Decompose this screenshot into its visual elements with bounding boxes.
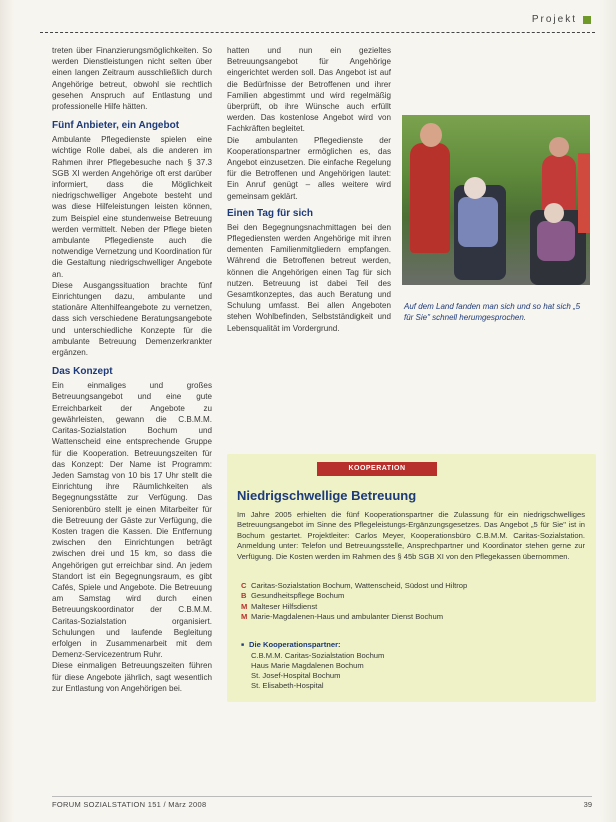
paragraph: hatten und nun ein gezieltes Betreuungsangebot für Angehörige eingerichtet werden soll. Das Angebot ist auf die Bedürfnisse der Betroffenen und ihrer Familien abgestimmt und wird regelmäßig überprüft, ob ihre Wünsche auch erfüllt werden. Das kostenlose Angebot wird von Fachkräften begleitet.	[227, 46, 391, 134]
partner-item: St. Elisabeth-Hospital	[251, 680, 324, 690]
box-banner: KOOPERATION	[317, 462, 437, 476]
photo-figure	[464, 177, 486, 199]
paragraph: Die ambulanten Pflegedienste der Kooperationspartner ermöglichen es, das Angebot einzusetzen. Die einfache Regelung für die Betroffenen und Angehörigen lautet: Ein Anruf genügt – alles weitere wird gemeinsam geklärt.	[227, 135, 391, 201]
photo-figure	[549, 137, 569, 157]
page-header	[40, 10, 595, 33]
partners-heading: ■ Die Kooperationspartner:	[241, 639, 581, 651]
section-heading: Fünf Anbieter, ein Angebot	[52, 120, 180, 132]
photo-figure	[544, 203, 564, 223]
list-letter: M	[241, 601, 248, 611]
section-heading: Einen Tag für sich	[227, 207, 313, 219]
text-column-2	[227, 45, 391, 334]
info-box	[227, 454, 596, 702]
group-photo	[402, 115, 590, 285]
paragraph: Bei den Begegnungsnachmittagen bei den Pflegediensten werden Angehörige mit ihren dementen Familienmitgliedern empfangen. Während die Betroffenen betreut werden, können die Angehörigen einen Tag für sich nutzen. Betreuung ist dabei Teil des Gesamtkonzeptes, das auch Beratung und Schulung umfasst. Bei allen Angeboten stehen Wohlbefinden, Selbstständigkeit und Lebensqualität im Vordergrund.	[227, 222, 391, 333]
photo-figure	[537, 221, 575, 261]
partner-item: Haus Marie Magdalenen Bochum	[251, 660, 364, 670]
paragraph: Ambulante Pflegedienste spielen eine wichtige Rolle dabei, als die anderen im Rahmen ihrer Pflegebesuche nach § 37.3 SGB XI werden Angehörige oft erst darüber informiert, dass die Möglichkeit niedrigschwelliger Angebote besteht und was diese Hilfeleistungen leisten können, zum Beispiel eine stundenweise Betreuung werden vermittelt. Neben der Pflege bieten ambulante Pflegedienste auch die notwendige Vernetzung und Koordination für die Gestaltung niedrigschwelliger Angebote an.	[52, 135, 212, 279]
text-column-1	[52, 45, 212, 694]
photo-figure	[578, 153, 590, 233]
photo-figure	[458, 197, 498, 247]
photo-caption: Auf dem Land fanden man sich und so hat sich „5 für Sie" schnell herumgesprochen.	[404, 302, 581, 322]
cbmm-list	[241, 581, 581, 623]
list-item	[241, 591, 581, 601]
section-tag-square-icon	[583, 16, 591, 24]
page-footer	[52, 796, 592, 809]
list-text: Malteser Hilfsdienst	[251, 601, 318, 611]
list-text: Marie-Magdalenen-Haus und ambulanter Dienst Bochum	[251, 612, 444, 622]
partner-item: C.B.M.M. Caritas-Sozialstation Bochum	[251, 650, 385, 660]
list-text: Caritas-Sozialstation Bochum, Wattenscheid, Südost und Hiltrop	[251, 581, 468, 590]
photo-figure	[420, 123, 442, 147]
section-heading: Das Konzept	[52, 366, 113, 378]
paragraph: Ein einmaliges und großes Betreuungsangebot und eine gute Erreichbarkeit der Angebote zu gewährleisten, gewann die C.B.M.M. Caritas-Sozialstation Bochum und Wattenscheid eine entsprechende Gruppe für die Kooperation. Betreuungszeiten für das Konzept: Der Name ist Programm: Jeden Samstag von 10 bis 17 Uhr stellt die Einrichtung ihre Räumlichkeiten als Begegnungsstätte zur Verfügung. Das Seniorenbüro stellt je einen Mitarbeiter für die Betreuung der Gäste zur Verfügung, die Kosten tragen die Kassen. Die Entfernung zwischen den Einrichtungen beträgt zwischen drei und 15 km, so dass die Angehörigen gut erreichbar sind. An jedem Standort ist ein Begegnungsraum, es gibt Cafés, Spiele und Angebote. Die Betreuung am Samstag wird durch einen Betreuungskoordinator der C.B.M.M. Caritas-Sozialstation organisiert. Schulungen und laufende Begleitung erfolgen in Zusammenarbeit mit dem Demenz-Servicezentrum Ruhr.	[52, 381, 212, 660]
paragraph: Diese Ausgangssituation brachte fünf Einrichtungen dazu, ambulante und stationäre Altenhilfeangebote zu vernetzen, dass sich verschiedene Beratungsangebote und unterschiedliche Konzepte für die ambulante Betreuung Demenzerkrankter ergänzen.	[52, 280, 212, 358]
list-item	[241, 612, 581, 622]
section-tag: Projekt	[531, 14, 577, 25]
list-item	[241, 581, 581, 591]
photo-figure	[410, 143, 450, 253]
paragraph: treten über Finanzierungsmöglichkeiten. So werden Dienstleistungen nicht selten über einen langen Zeitraum ausschließlich durch Angehörige betreut, obwohl sie rechtlich gesehen Anspruch auf Entlastung und professionelle Hilfe hätten.	[52, 46, 212, 112]
page-number: 39	[583, 800, 592, 809]
box-title: Niedrigschwellige Betreuung	[237, 488, 417, 503]
list-letter: C	[241, 581, 247, 590]
list-item	[241, 602, 581, 612]
list-letter: B	[241, 591, 247, 601]
list-letter: M	[241, 612, 248, 622]
partner-item: St. Josef-Hospital Bochum	[251, 670, 341, 680]
partners-block	[241, 639, 581, 691]
publication-name: FORUM SOZIALSTATION 151 / März 2008	[52, 800, 207, 809]
list-text: Gesundheitspflege Bochum	[251, 591, 345, 601]
paragraph: Diese einmaligen Betreuungszeiten führen für diese Angebote jährlich, sagt wesentlich zur Entlastung von Angehörigen bei.	[52, 661, 212, 693]
box-intro: Im Jahre 2005 erhielten die fünf Kooperationspartner die Zulassung für ein niedrigschwelliges Betreuungsangebot im Sinne des Pflegeleistungs-Ergänzungsgesetzes. Das Angebot „5 für Sie" ist in Bochum gestartet. Projektleiter: Carlos Meyer, Kooperationsbüro C.B.M.M. Caritas-Sozialstation. Anmeldung unter: Telefon und Betreuungsstelle, Ansprechpartner und Koordinator stehen gerne zur Verfügung. Die Kosten werden im Rahmen des § 45b SGB XI von den Pflegekassen übernommen.	[237, 510, 585, 561]
